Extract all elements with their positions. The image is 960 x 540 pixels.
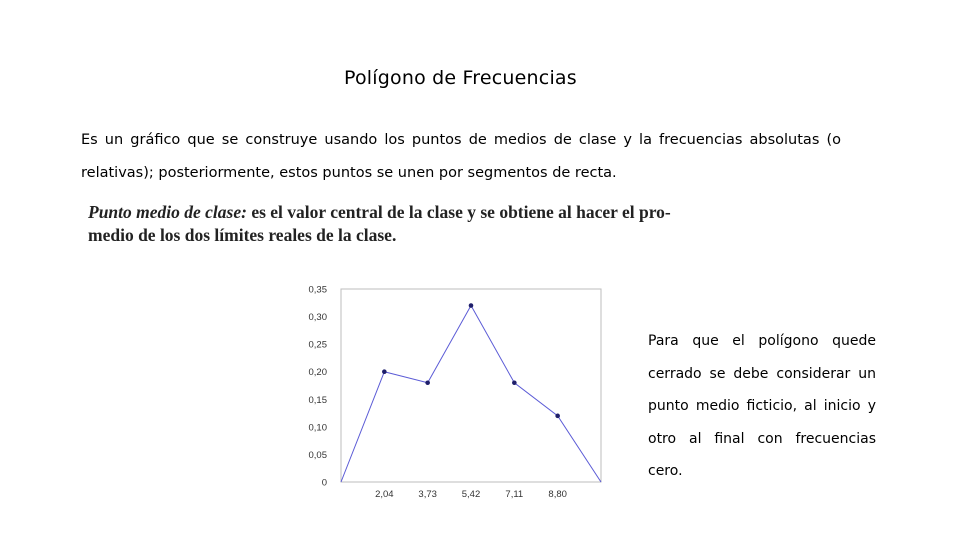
x-tick-label: 3,73 xyxy=(418,489,437,500)
x-tick-label: 2,04 xyxy=(375,489,394,500)
intro-line-2: relativas); posteriormente, estos puntos se unen por segmentos de recta. xyxy=(81,165,617,181)
note-line-4: otro al final con frecuencias xyxy=(648,430,876,447)
x-tick-label: 7,11 xyxy=(505,489,524,500)
y-tick-label: 0,15 xyxy=(308,394,327,406)
y-tick-label: 0,10 xyxy=(308,422,327,434)
definition-line-1 xyxy=(88,201,728,224)
frequency-polygon-chart xyxy=(295,278,615,510)
y-tick-label: 0,05 xyxy=(308,449,327,461)
y-tick-label: 0,30 xyxy=(308,312,327,324)
closing-note xyxy=(648,325,876,488)
note-line-1: Para que el polígono quede xyxy=(648,333,876,349)
definition-box xyxy=(88,201,728,247)
x-tick-label: 8,80 xyxy=(548,489,567,500)
y-tick-label: 0,25 xyxy=(308,339,327,351)
data-point-marker xyxy=(382,369,387,374)
series-line xyxy=(341,306,601,482)
data-point-marker xyxy=(512,380,517,385)
definition-term: Punto medio de clase: xyxy=(88,202,247,222)
intro-line-1: Es un gráfico que se construye usando los puntos de medios de clase y la frecuencias absolutas (o xyxy=(81,132,841,148)
definition-line-2: medio de los dos límites reales de la clase. xyxy=(88,225,397,245)
note-line-2: cerrado se debe considerar un xyxy=(648,365,876,382)
y-tick-label: 0,35 xyxy=(308,284,327,296)
definition-text-1: es el valor central de la clase y se obtiene al hacer el pro- xyxy=(246,202,671,222)
intro-paragraph xyxy=(81,124,841,190)
data-point-marker xyxy=(425,380,430,385)
note-line-3: punto medio ficticio, al inicio y xyxy=(648,398,876,414)
data-point-marker xyxy=(469,303,474,308)
x-tick-label: 5,42 xyxy=(461,489,481,500)
data-point-marker xyxy=(555,414,560,419)
page-title: Polígono de Frecuencias xyxy=(344,67,577,89)
y-tick-label: 0 xyxy=(321,477,327,489)
plot-area-frame xyxy=(341,289,601,482)
y-tick-label: 0,20 xyxy=(308,367,327,379)
note-line-5: cero. xyxy=(648,463,683,479)
